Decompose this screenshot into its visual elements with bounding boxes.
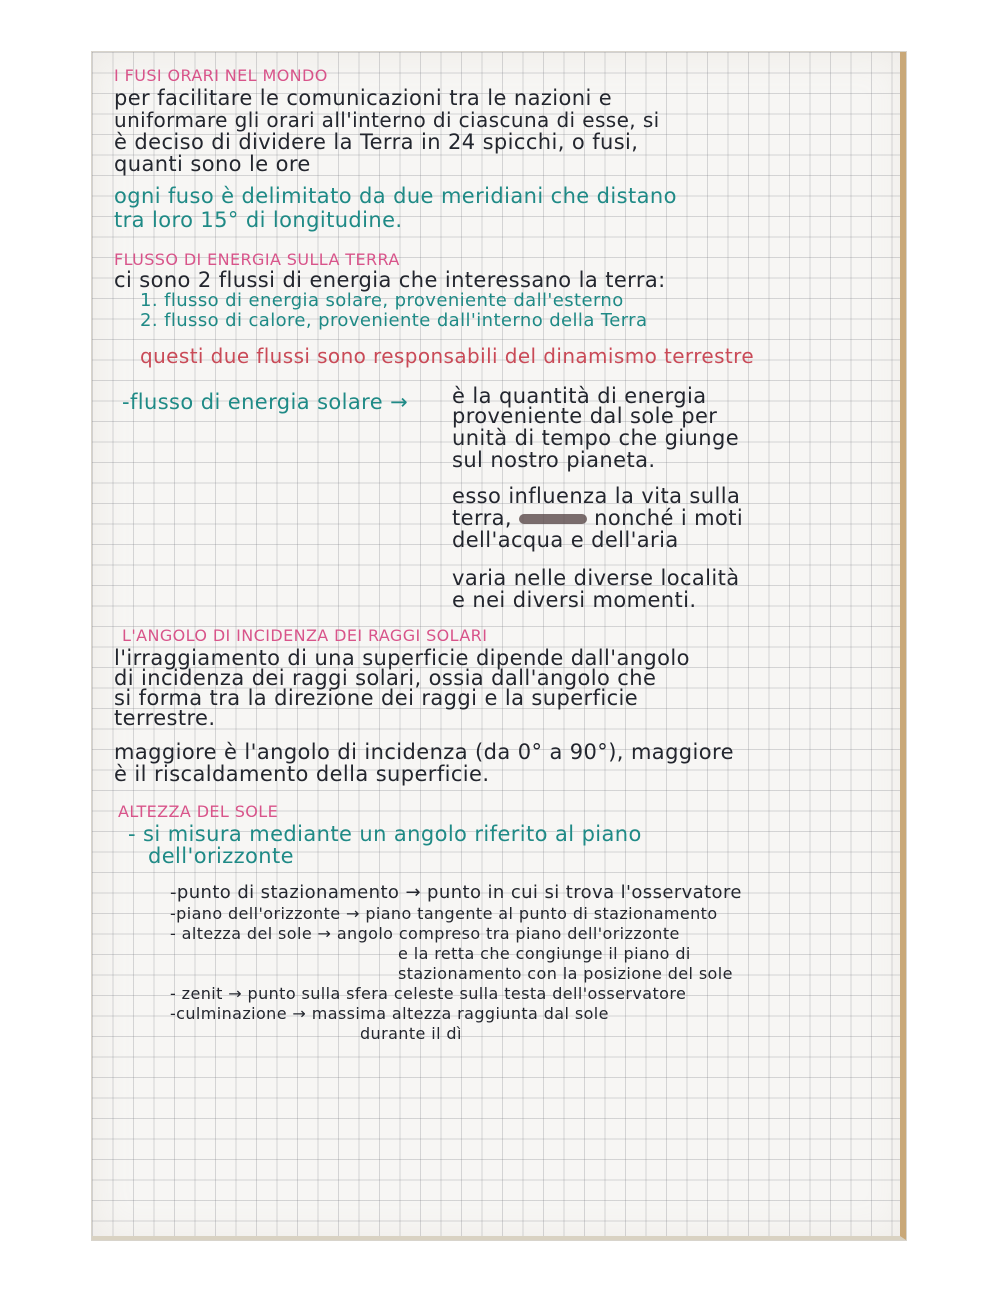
list-item: 2. flusso di calore, proveniente dall'interno della Terra	[140, 310, 648, 331]
text-line: si forma tra la direzione dei raggi e la superficie	[114, 686, 639, 710]
red-text-line: questi due flussi sono responsabili del dinamismo terrestre	[140, 344, 755, 368]
text-line: ci sono 2 flussi di energia che interessano la terra:	[114, 268, 666, 292]
text-line: varia nelle diverse località	[452, 566, 740, 590]
definition-line: e la retta che congiunge il piano di	[398, 944, 691, 963]
teal-text-line: - si misura mediante un angolo riferito al piano	[128, 822, 642, 846]
definition-line: -piano dell'orizzonte → piano tangente al punto di stazionamento	[170, 904, 718, 923]
notebook-page	[92, 52, 906, 1240]
teal-text-line: ogni fuso è delimitato da due meridiani che distano	[114, 184, 677, 208]
teal-text-line: dell'orizzonte	[148, 844, 294, 868]
heading-fusi-orari: I FUSI ORARI NEL MONDO	[114, 66, 328, 85]
text-line: proveniente dal sole per	[452, 404, 718, 428]
text-line: esso influenza la vita sulla	[452, 484, 741, 508]
definition-line: - altezza del sole → angolo compreso tra piano dell'orizzonte	[170, 924, 680, 943]
heading-flusso-energia: FLUSSO DI ENERGIA SULLA TERRA	[114, 250, 400, 269]
heading-angolo-incidenza: L'ANGOLO DI INCIDENZA DEI RAGGI SOLARI	[122, 626, 488, 645]
definition-line: stazionamento con la posizione del sole	[398, 964, 733, 983]
solare-label: -flusso di energia solare →	[122, 390, 409, 414]
text-line: terrestre.	[114, 706, 216, 730]
text-line: è il riscaldamento della superficie.	[114, 762, 490, 786]
text-line: di incidenza dei raggi solari, ossia dall'angolo che	[114, 666, 657, 690]
text-fragment: nonché i moti	[594, 506, 744, 530]
teal-text-line: tra loro 15° di longitudine.	[114, 208, 403, 232]
text-line: quanti sono le ore	[114, 152, 311, 176]
heading-altezza-sole: ALTEZZA DEL SOLE	[118, 802, 279, 821]
text-line: l'irraggiamento di una superficie dipende dall'angolo	[114, 646, 690, 670]
text-line: unità di tempo che giunge	[452, 426, 740, 450]
text-line: maggiore è l'angolo di incidenza (da 0° a 90°), maggiore	[114, 740, 734, 764]
text-fragment: terra,	[452, 506, 512, 530]
definition-line: -culminazione → massima altezza raggiunta dal sole	[170, 1004, 609, 1023]
definition-line: - zenit → punto sulla sfera celeste sulla testa dell'osservatore	[170, 984, 687, 1003]
definition-line: durante il dì	[360, 1024, 462, 1043]
definition-line: -punto di stazionamento → punto in cui si trova l'osservatore	[170, 882, 742, 903]
text-line: dell'acqua e dell'aria	[452, 528, 679, 552]
list-item: 1. flusso di energia solare, proveniente dall'esterno	[140, 290, 624, 311]
text-line: per facilitare le comunicazioni tra le nazioni e	[114, 86, 613, 110]
text-line: sul nostro pianeta.	[452, 448, 656, 472]
text-line	[452, 506, 743, 530]
text-line: e nei diversi momenti.	[452, 588, 697, 612]
crossed-out-word	[519, 514, 587, 524]
text-line: è la quantità di energia	[452, 384, 707, 408]
text-line: uniformare gli orari all'interno di ciascuna di esse, si	[114, 108, 660, 132]
text-line: è deciso di dividere la Terra in 24 spicchi, o fusi,	[114, 130, 639, 154]
